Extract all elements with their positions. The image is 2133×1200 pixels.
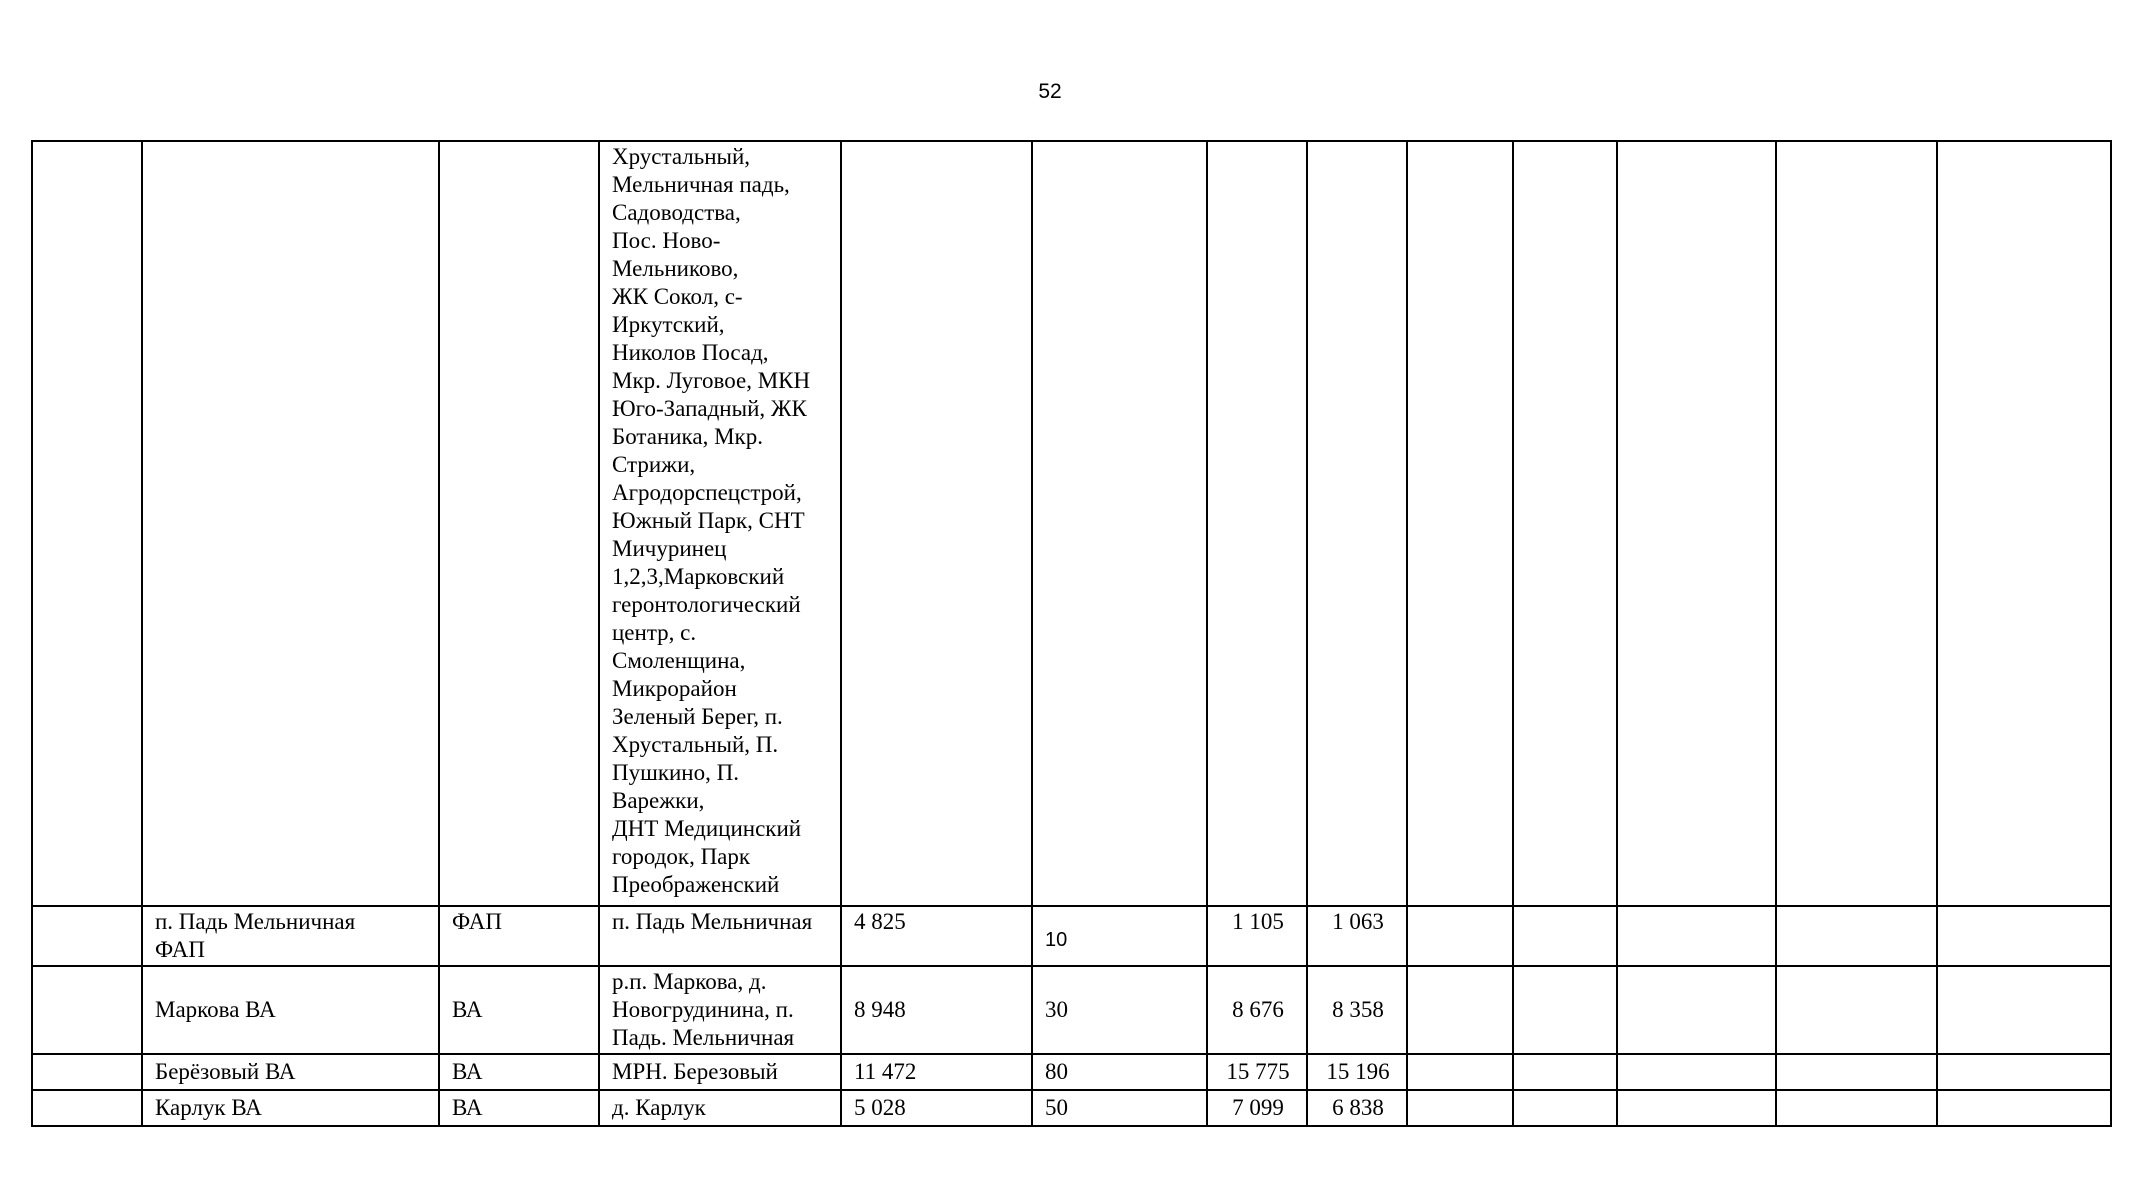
facility-name-cell: Берёзовый ВА bbox=[142, 1054, 439, 1090]
address-line: Микрорайон bbox=[612, 676, 737, 701]
cell-empty bbox=[1513, 1090, 1617, 1126]
cell-empty bbox=[1407, 1054, 1513, 1090]
facility-address-cell: п. Падь Мельничная bbox=[599, 906, 841, 966]
cell-empty bbox=[1617, 1090, 1776, 1126]
population-cell: 8 948 bbox=[841, 966, 1032, 1054]
address-line: Стрижи, bbox=[612, 452, 696, 477]
cell-empty bbox=[1513, 966, 1617, 1054]
address-line: городок, Парк bbox=[612, 844, 751, 869]
cell-empty bbox=[1513, 141, 1617, 906]
cell-empty bbox=[1937, 966, 2111, 1054]
cell-empty bbox=[1032, 141, 1207, 906]
cell-empty bbox=[1937, 141, 2111, 906]
cell-empty bbox=[1776, 1054, 1937, 1090]
col7-cell: 7 099 bbox=[1207, 1090, 1307, 1126]
address-line: Варежки, bbox=[612, 788, 705, 813]
address-line: Хрустальный, П. bbox=[612, 732, 779, 757]
col7-cell: 1 105 bbox=[1207, 906, 1307, 966]
facility-name-cell: Маркова ВА bbox=[142, 966, 439, 1054]
address-line: Хрустальный, bbox=[612, 144, 751, 169]
address-line: Садоводства, bbox=[612, 200, 741, 225]
table-row bbox=[32, 966, 2111, 1054]
facility-type-cell: ВА bbox=[439, 1054, 599, 1090]
cell-empty bbox=[1776, 906, 1937, 966]
col8-cell: 6 838 bbox=[1307, 1090, 1407, 1126]
address-line: Преображенский bbox=[612, 872, 780, 897]
table-row bbox=[32, 906, 2111, 966]
cell-empty bbox=[439, 141, 599, 906]
address-line: Николов Посад, bbox=[612, 340, 769, 365]
population-cell: 11 472 bbox=[841, 1054, 1032, 1090]
facility-name-cell: Карлук ВА bbox=[142, 1090, 439, 1126]
cell-empty bbox=[142, 141, 439, 906]
address-line: Южный Парк, СНТ bbox=[612, 508, 805, 533]
col8-cell: 15 196 bbox=[1307, 1054, 1407, 1090]
address-line: геронтологический bbox=[612, 592, 801, 617]
facility-type-cell: ВА bbox=[439, 966, 599, 1054]
population-cell: 5 028 bbox=[841, 1090, 1032, 1126]
cell-empty bbox=[1307, 141, 1407, 906]
address-line: центр, с. bbox=[612, 620, 697, 645]
cell-empty bbox=[841, 141, 1032, 906]
cell-empty bbox=[1776, 1090, 1937, 1126]
address-line: Смоленщина, bbox=[612, 648, 746, 673]
cell-empty bbox=[1937, 1090, 2111, 1126]
address-line: ДНТ Медицинский bbox=[612, 816, 802, 841]
address-line: Мельниково, bbox=[612, 256, 739, 281]
cell-empty bbox=[1776, 966, 1937, 1054]
col8-cell: 1 063 bbox=[1307, 906, 1407, 966]
cell-empty bbox=[1937, 906, 2111, 966]
facility-address-cell: д. Карлук bbox=[599, 1090, 841, 1126]
cell-empty bbox=[1617, 966, 1776, 1054]
table-row bbox=[32, 1054, 2111, 1090]
col6-cell: 30 bbox=[1032, 966, 1207, 1054]
cell-empty bbox=[1776, 141, 1937, 906]
address-line: Ботаника, Мкр. bbox=[612, 424, 763, 449]
address-line: Пос. Ново- bbox=[612, 228, 721, 253]
facility-type-cell: ФАП bbox=[439, 906, 599, 966]
cell-empty bbox=[32, 966, 142, 1054]
facility-address-cell: МРН. Березовый bbox=[599, 1054, 841, 1090]
facility-address-cell: р.п. Маркова, д. Новогрудинина, п. Падь. Мельничная bbox=[599, 966, 841, 1054]
cell-empty bbox=[1407, 1090, 1513, 1126]
address-line: Мкр. Луговое, МКН bbox=[612, 368, 811, 393]
cell-empty bbox=[1937, 1054, 2111, 1090]
address-line: Мичуринец bbox=[612, 536, 727, 561]
address-line: Пушкино, П. bbox=[612, 760, 739, 785]
cell-empty bbox=[1617, 906, 1776, 966]
address-line: Иркутский, bbox=[612, 312, 725, 337]
cell-empty bbox=[1513, 1054, 1617, 1090]
population-cell: 4 825 bbox=[841, 906, 1032, 966]
address-line: Юго-Западный, ЖК bbox=[612, 396, 807, 421]
cell-empty bbox=[1207, 141, 1307, 906]
table-row-continuation bbox=[32, 141, 2111, 906]
col8-cell: 8 358 bbox=[1307, 966, 1407, 1054]
cell-empty bbox=[1617, 141, 1776, 906]
col6-cell: 10 bbox=[1032, 906, 1207, 966]
cell-empty bbox=[1407, 141, 1513, 906]
col7-cell: 15 775 bbox=[1207, 1054, 1307, 1090]
cell-empty bbox=[1513, 906, 1617, 966]
cell-empty bbox=[1407, 966, 1513, 1054]
page-number: 52 bbox=[1038, 80, 1062, 103]
cell-empty bbox=[32, 1090, 142, 1126]
cell-empty bbox=[32, 141, 142, 906]
col6-cell: 80 bbox=[1032, 1054, 1207, 1090]
table-row bbox=[32, 1090, 2111, 1126]
address-line: Мельничная падь, bbox=[612, 172, 790, 197]
cell-empty bbox=[32, 1054, 142, 1090]
address-line: Зеленый Берег, п. bbox=[612, 704, 783, 729]
cell-empty bbox=[1407, 906, 1513, 966]
facility-type-cell: ВА bbox=[439, 1090, 599, 1126]
cell-empty bbox=[1617, 1054, 1776, 1090]
cell-empty bbox=[32, 906, 142, 966]
address-list-cell bbox=[599, 141, 841, 906]
address-line: 1,2,3,Марковский bbox=[612, 564, 785, 589]
col7-cell: 8 676 bbox=[1207, 966, 1307, 1054]
facility-name-cell: п. Падь Мельничная ФАП bbox=[142, 906, 439, 966]
data-table bbox=[31, 140, 2112, 1127]
col6-cell: 50 bbox=[1032, 1090, 1207, 1126]
address-line: ЖК Сокол, с- bbox=[612, 284, 743, 309]
address-line: Агродорспецстрой, bbox=[612, 480, 802, 505]
